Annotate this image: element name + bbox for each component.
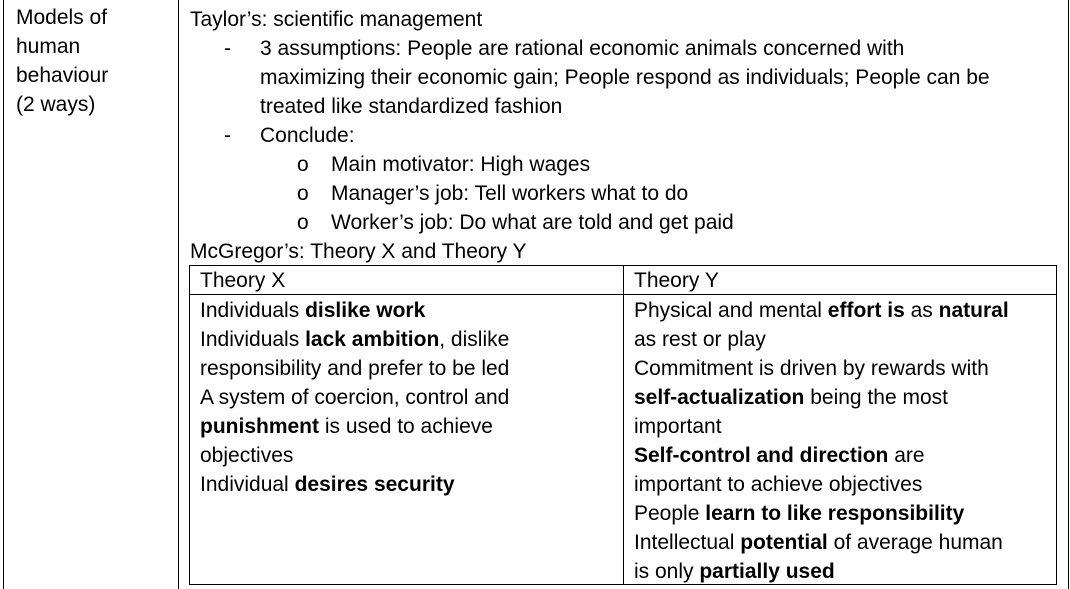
theory-x-line <box>200 441 620 470</box>
conclusion-item <box>190 150 1060 179</box>
theory-y-line <box>634 470 1054 499</box>
conclusion-text: Main motivator: High wages <box>331 153 591 176</box>
bold-text: desires security <box>294 473 455 496</box>
text-run: important <box>634 415 722 438</box>
theory-y-line <box>634 383 1054 412</box>
outer-right-border <box>1068 0 1069 589</box>
theory-y-line <box>634 412 1054 441</box>
theory-x-line <box>200 412 620 441</box>
text-run: important to achieve objectives <box>634 473 923 496</box>
theory-x-line <box>200 325 620 354</box>
text-run: are <box>888 444 925 467</box>
bold-text: potential <box>740 531 828 554</box>
theory-y-line <box>634 528 1054 557</box>
text-run: responsibility and prefer to be led <box>200 357 510 380</box>
theory-x-cell <box>200 296 620 499</box>
row-label-line: human <box>16 35 81 58</box>
theory-x-line <box>200 470 620 499</box>
text-run: Individuals <box>200 299 306 322</box>
row-label-cell <box>16 3 166 119</box>
theory-x-line <box>200 354 620 383</box>
text-run: Physical and mental <box>634 299 828 322</box>
text-run: A system of coercion, control and <box>200 386 510 409</box>
text-run: is used to achieve <box>319 415 493 438</box>
assumptions-line: treated like standardized fashion <box>260 95 563 118</box>
theory-x-line <box>200 296 620 325</box>
theory-y-line <box>634 557 1054 586</box>
conclude-label: Conclude: <box>260 124 355 147</box>
text-run: Commitment is driven by rewards with <box>634 357 989 380</box>
theory-x-header: Theory X <box>200 269 286 292</box>
bold-text: Self-control and direction <box>634 444 889 467</box>
text-run: as <box>904 299 939 322</box>
outer-left-border <box>3 0 4 589</box>
bold-text: natural <box>938 299 1009 322</box>
circle-bullet-marker: o <box>297 153 309 176</box>
conclusion-item <box>190 179 1060 208</box>
bold-text: lack ambition <box>305 328 440 351</box>
text-run: , dislike <box>439 328 510 351</box>
theory-y-cell <box>634 296 1054 586</box>
inner-table-column-divider <box>623 265 624 585</box>
text-run: of average human <box>827 531 1003 554</box>
bold-text: effort is <box>827 299 905 322</box>
text-run: Individual <box>200 473 295 496</box>
text-run: Individuals <box>200 328 306 351</box>
bold-text: self-actualization <box>634 386 805 409</box>
mcgregor-heading: McGregor’s: Theory X and Theory Y <box>190 240 527 263</box>
theory-x-line <box>200 383 620 412</box>
assumptions-bullet <box>190 34 1060 121</box>
inner-table-right-border <box>1056 265 1057 585</box>
taylor-heading: Taylor’s: scientific management <box>190 8 483 31</box>
conclusion-text: Manager’s job: Tell workers what to do <box>331 182 689 205</box>
bold-text: learn to like responsibility <box>705 502 965 525</box>
assumptions-line: maximizing their economic gain; People respond as individuals; People can be <box>260 66 990 89</box>
text-run: as rest or play <box>634 328 766 351</box>
theory-y-header: Theory Y <box>634 269 719 292</box>
column-divider <box>178 0 179 589</box>
text-run: objectives <box>200 444 294 467</box>
content-cell <box>190 5 1060 266</box>
bold-text: punishment <box>200 415 319 438</box>
text-run: Intellectual <box>634 531 741 554</box>
row-label-line: behaviour <box>16 64 109 87</box>
inner-table-left-border <box>189 265 190 585</box>
text-run: People <box>634 502 706 525</box>
theory-y-line <box>634 296 1054 325</box>
theory-y-line <box>634 441 1054 470</box>
bold-text: dislike work <box>305 299 426 322</box>
circle-bullet-marker: o <box>297 182 309 205</box>
theory-y-line <box>634 325 1054 354</box>
assumptions-line: 3 assumptions: People are rational economic animals concerned with <box>260 37 905 60</box>
circle-bullet-marker: o <box>297 211 309 234</box>
dash-bullet-marker: - <box>224 37 231 60</box>
text-run: being the most <box>804 386 948 409</box>
conclusion-text: Worker’s job: Do what are told and get paid <box>331 211 734 234</box>
dash-bullet-marker: - <box>224 124 231 147</box>
theory-y-line <box>634 499 1054 528</box>
row-label-line: Models of <box>16 6 108 29</box>
row-label-line: (2 ways) <box>16 93 96 116</box>
conclusion-item <box>190 208 1060 237</box>
conclude-bullet <box>190 121 1060 150</box>
text-run: is only <box>634 560 700 583</box>
theory-y-line <box>634 354 1054 383</box>
bold-text: partially used <box>699 560 835 583</box>
